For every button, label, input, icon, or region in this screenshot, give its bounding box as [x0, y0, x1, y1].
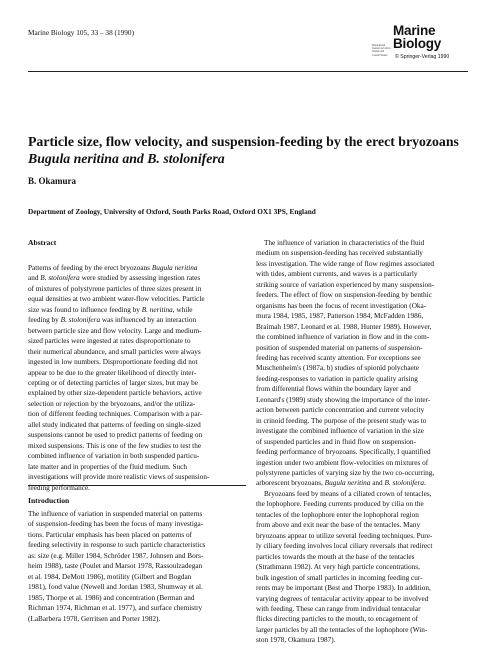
text-line: organisms has been the focus of recent investigation (Oka-: [256, 301, 427, 310]
header-rule: [28, 71, 468, 72]
right-paragraph-2: [256, 489, 468, 646]
text-line: Patterns of feeding by the erect bryozoans Bugula neritina: [28, 264, 198, 272]
text-line: from differential flows within the boundary layer and: [256, 385, 411, 394]
text-line: in crinoid feeding. The purpose of the present study was to: [256, 416, 427, 425]
text-line: combined influence of variation in both suspended particu-: [28, 452, 200, 461]
text-line: flicks directing particles to the mouth, to encagement of: [256, 615, 419, 624]
text-line: et al. 1984, DeMott 1986), motility (Gilbert and Bogdan: [28, 572, 192, 581]
text-line: their numerical abundance, and small particles were always: [28, 347, 201, 356]
title-line: Particle size, flow velocity, and suspension-feeding by the erect bryozoans: [28, 134, 459, 149]
text-line: ingested in low numbers. Disproportionate feeding did not: [28, 358, 198, 367]
logo-copyright: © Springer-Verlag 1990: [395, 54, 450, 60]
text-line: (LaBarbera 1978, Gerritsen and Porter 1982).: [28, 614, 161, 623]
logo-title-line1: Marine: [393, 23, 436, 38]
abstract-rule: [28, 485, 246, 486]
text-line: with tides, ambient currents, and waves is a particularly: [256, 270, 418, 279]
text-line: size was found to influence feeding by B. neritina, while: [28, 305, 193, 314]
text-line: of mixtures of polystyrene particles of three sizes present in: [28, 284, 202, 293]
text-line: larger particles by all the tentacles of the lophophore (Win-: [256, 625, 428, 634]
text-line: explained by other size-dependent particle behaviors, active: [28, 389, 202, 398]
text-line: feeding-responses to variation in particle quality arising: [256, 374, 418, 383]
text-line: sized particles were ingested at rates disproportionate to: [28, 337, 191, 346]
text-line: selection or rejection by the bryozoans, and/or the utiliza-: [28, 399, 196, 408]
text-line: heim 1988), taste (Poulet and Marsot 1978, Rassoulzadegan: [28, 562, 203, 571]
text-line: cepting or of detecting particles of larger sizes, but may be: [28, 378, 198, 387]
text-line: Richman 1974, Richman et al. 1977), and surface chemistry: [28, 604, 203, 613]
text-line: tion of different feeding techniques. Comparison with a par-: [28, 410, 203, 419]
text-line: feeding has received scanty attention. For exceptions see: [256, 353, 421, 362]
text-line: The influence of variation in characteristics of the fluid: [264, 239, 425, 247]
text-line: investigations will provide more realistic views of suspension-: [28, 473, 210, 482]
text-line: bulk ingestion of small particles in incoming feeding cur-: [256, 573, 423, 582]
journal-logo: [370, 20, 466, 70]
text-line: arborescent bryozoans, Bugula neritina and B. stolonifera.: [256, 479, 426, 488]
text-line: with feeding. These can range from individual tentacular: [256, 604, 421, 613]
text-line: feeding by B. stolonifera was influenced by an interaction: [28, 316, 197, 325]
text-line: from above and exit near the base of the tentacles. Many: [256, 521, 421, 530]
logo-subtitle: International Journal on Life in Oceans and Coastal Waters: [372, 44, 391, 57]
text-line: feeding selectivity in response to such particle characteristics: [28, 541, 206, 550]
text-line: Bryozoans feed by means of a ciliated crown of tentacles,: [264, 490, 432, 498]
text-line: varying degrees of tentacular activity appear to be involved: [256, 594, 429, 603]
text-line: as: size (e.g. Miller 1984, Schröder 1987, Johnsen and Bors-: [28, 551, 204, 560]
title-line-italic: Bugula neritina and B. stolonifera: [28, 151, 225, 166]
text-line: tentacles of the lophophore enter the lophophoral region: [256, 510, 419, 519]
text-line: ingestion under two ambient flow-velocities on mixtures of: [256, 458, 429, 467]
introduction-body: [28, 509, 246, 624]
text-line: the lophophore. Feeding currents produced by cilia on the: [256, 500, 424, 509]
journal-reference: Marine Biology 105, 33 – 38 (1990): [28, 28, 134, 37]
text-line: The influence of variation in suspended material on patterns: [28, 510, 203, 518]
text-line: bryozoans appear to utilize several feeding techniques. Pure-: [256, 531, 433, 540]
text-line: and B. stolonifera were studied by assessing ingestion rates: [28, 274, 201, 283]
text-line: late matter and in properties of the fluid medium. Such: [28, 462, 188, 471]
text-line: 1981), food value (Newell and Jordan 1983, Shumway et al.: [28, 583, 203, 592]
author-name: B. Okamura: [28, 176, 77, 186]
introduction-heading: Introduction: [28, 496, 70, 505]
logo-title: [393, 24, 441, 50]
right-paragraph-1: [256, 238, 468, 489]
article-title: [28, 133, 468, 167]
text-line: 1985, Thorpe et al. 1986) and concentration (Berman and: [28, 593, 195, 602]
text-line: (Strathmann 1982). At very high particle concentrations,: [256, 563, 420, 572]
text-line: feeding performance.: [28, 483, 90, 492]
text-line: striking source of variation experienced by many suspension-: [256, 280, 435, 289]
text-line: allel study indicated that patterns of feeding on single-sized: [28, 420, 201, 429]
text-line: rents may be important (Best and Thorpe 1983). In addition,: [256, 584, 431, 593]
text-line: feeders. The effect of flow on suspension-feeding by benthic: [256, 291, 432, 300]
text-line: mura 1984, 1985, 1987, Patterson 1984, McFadden 1986,: [256, 312, 424, 321]
text-line: mixed suspensions. This is one of the few studies to test the: [28, 441, 202, 450]
logo-title-line2: Biology: [393, 36, 442, 51]
text-line: position of suspended material on patterns of suspension-: [256, 343, 423, 352]
text-line: the combined influence of variation in flow and in the com-: [256, 333, 430, 342]
text-line: between particle size and flow velocity. Large and medium-: [28, 326, 202, 335]
text-line: equal densities at two ambient water-flow velocities. Particle: [28, 295, 205, 304]
text-line: polystyrene particles of varying size by the two co-occurring,: [256, 468, 435, 477]
text-line: particles towards the mouth at the base of the tentacles: [256, 552, 415, 561]
text-line: action between particle concentration and current velocity: [256, 406, 425, 415]
text-line: ston 1978, Okamura 1987).: [256, 636, 336, 645]
text-line: medium on suspension-feeding has received substantially: [256, 249, 423, 258]
text-line: Leonard's (1989) study showing the importance of the inter-: [256, 395, 431, 404]
text-line: investigate the combined influence of variation in the size: [256, 427, 424, 436]
text-line: ly ciliary feeding involves local ciliary reversals that redirect: [256, 542, 433, 551]
text-line: Braimah 1987, Leonard et al. 1988, Hunter 1989). However,: [256, 322, 432, 331]
author-affiliation: Department of Zoology, University of Oxford, South Parks Road, Oxford OX1 3PS, England: [28, 207, 316, 216]
text-line: less investigation. The wide range of flow regimes associated: [256, 259, 435, 268]
text-line: of suspended particles and in fluid flow on suspension-: [256, 437, 416, 446]
abstract-body: [28, 263, 246, 493]
text-line: Muschenheim's (1987a, b) studies of spionid polychaete: [256, 364, 419, 373]
abstract-heading: Abstract: [28, 238, 57, 247]
text-line: appear to be due to the greater likelihood of directly inter-: [28, 368, 197, 377]
text-line: feeding performance of bryozoans. Specifically, I quantified: [256, 448, 431, 457]
text-line: tions. Particular emphasis has been placed on patterns of: [28, 530, 193, 539]
text-line: suspensions cannot be used to predict patterns of feeding on: [28, 431, 203, 440]
text-line: of suspension-feeding has been the focus of many investiga-: [28, 520, 204, 529]
